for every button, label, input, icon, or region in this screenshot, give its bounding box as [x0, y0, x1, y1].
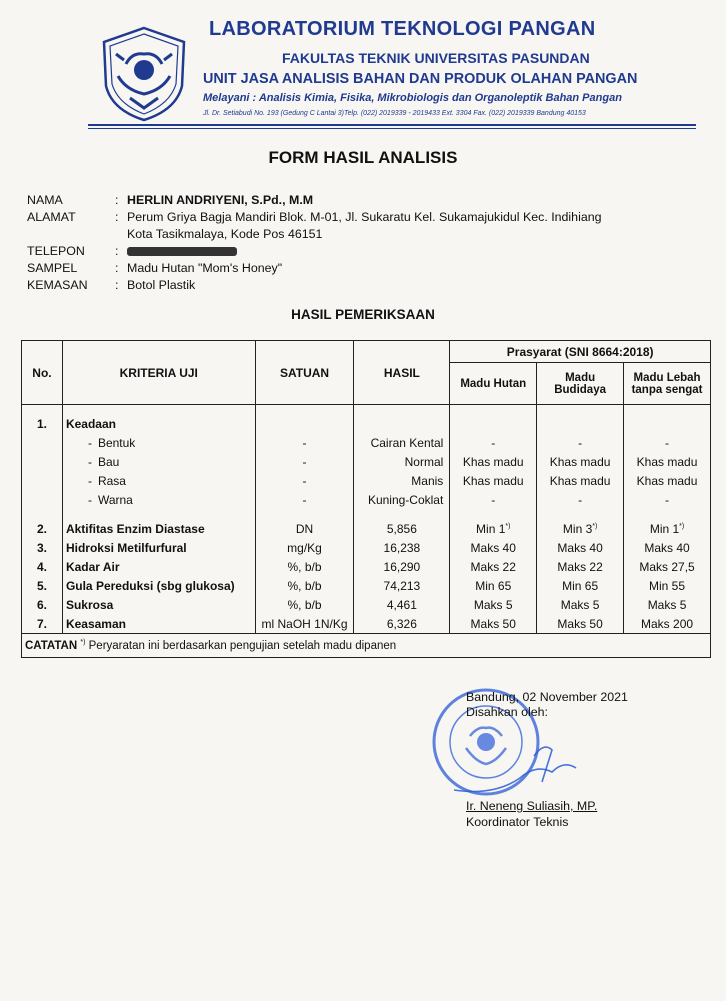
table-row: [22, 615, 711, 634]
cell-hutan: Khas madu: [450, 472, 537, 491]
table-row-sub: [22, 491, 711, 510]
col-hasil: HASIL: [354, 341, 450, 405]
cell-satuan: %, b/b: [255, 558, 354, 577]
cell-hasil: 16,238: [354, 539, 450, 558]
row-no: 5.: [22, 577, 63, 596]
info-row-alamat-2: [27, 226, 687, 243]
row-criteria: Keasaman: [62, 615, 255, 634]
cell-budidaya: Min 65: [537, 577, 624, 596]
cell-budidaya: Khas madu: [537, 472, 624, 491]
info-row-telepon: [27, 243, 687, 260]
table-row: [22, 520, 711, 539]
row-no: 7.: [22, 615, 63, 634]
section-title: HASIL PEMERIKSAAN: [291, 307, 435, 322]
info-row-sampel: [27, 260, 687, 277]
cell-hasil: 74,213: [354, 577, 450, 596]
cell-satuan: %, b/b: [255, 577, 354, 596]
row-no: 4.: [22, 558, 63, 577]
note-label: CATATAN: [25, 639, 78, 652]
signer-name: Ir. Neneng Suliasih, MP.: [466, 799, 598, 813]
results-table: [21, 340, 711, 658]
sub-criteria: Rasa: [97, 474, 126, 488]
cell-budidaya: Maks 5: [537, 596, 624, 615]
table-row-sub: [22, 472, 711, 491]
header-rule: [88, 124, 696, 126]
row-criteria: Aktifitas Enzim Diastase: [62, 520, 255, 539]
col-satuan: SATUAN: [255, 341, 354, 405]
cell-budidaya: -: [537, 491, 624, 510]
row-criteria: Hidroksi Metilfurfural: [62, 539, 255, 558]
cell-budidaya: Khas madu: [537, 453, 624, 472]
cell-lebah: Maks 27,5: [624, 558, 711, 577]
cell-satuan: DN: [255, 520, 354, 539]
cell-lebah: Min 55: [624, 577, 711, 596]
redacted-phone: [127, 247, 237, 256]
col-prasyarat: Prasyarat (SNI 8664:2018): [450, 341, 711, 363]
cell-lebah: Maks 40: [624, 539, 711, 558]
colon: :: [115, 278, 119, 292]
note-text: Peryaratan ini berdasarkan pengujian setelah madu dipanen: [88, 639, 397, 652]
cell-hasil: 4,461: [354, 596, 450, 615]
cell-hutan: Maks 22: [450, 558, 537, 577]
sub-criteria: Warna: [97, 493, 133, 507]
cell-hutan: -: [450, 434, 537, 453]
cell-hutan: Min 1*): [450, 520, 537, 539]
cell-lebah: Maks 200: [624, 615, 711, 634]
row-criteria: Sukrosa: [62, 596, 255, 615]
col-madu-lebah: Madu Lebah tanpa sengat: [624, 363, 711, 405]
row-criteria: Gula Pereduksi (sbg glukosa): [62, 577, 255, 596]
cell-hutan: Maks 40: [450, 539, 537, 558]
kemasan-label: KEMASAN: [27, 278, 88, 292]
cell-satuan: -: [255, 491, 354, 510]
info-row-kemasan: [27, 277, 687, 294]
cell-lebah: Maks 5: [624, 596, 711, 615]
services-line: Melayani : Analisis Kimia, Fisika, Mikrobiologis dan Organoleptik Bahan Pangan: [203, 92, 622, 104]
cell-satuan: ml NaOH 1N/Kg: [255, 615, 354, 634]
sub-dash: -: [87, 436, 92, 450]
col-kriteria: KRITERIA UJI: [62, 341, 255, 405]
nama-value: HERLIN ANDRIYENI, S.Pd., M.M: [127, 193, 314, 207]
table-note-row: [22, 634, 711, 658]
table-row: [22, 596, 711, 615]
alamat-value-1: Perum Griya Bagja Mandiri Blok. M-01, Jl. Sukaratu Kel. Sukamajukidul Kec. Indihiang: [127, 210, 602, 224]
table-row-sub: [22, 434, 711, 453]
note-mark: *): [80, 639, 86, 647]
cell-budidaya: Maks 22: [537, 558, 624, 577]
row-criteria: Keadaan: [62, 415, 255, 434]
table-row: [22, 558, 711, 577]
cell-hutan: Min 65: [450, 577, 537, 596]
table-row: [22, 577, 711, 596]
row-no: 2.: [22, 520, 63, 539]
signature-block: [466, 690, 628, 720]
sub-criteria: Bentuk: [97, 436, 136, 450]
sampel-value: Madu Hutan "Mom's Honey": [127, 261, 283, 275]
row-no: 3.: [22, 539, 63, 558]
approved-by: Disahkan oleh:: [466, 705, 548, 719]
table-row-keadaan: [22, 415, 711, 434]
alamat-label: ALAMAT: [27, 210, 76, 224]
sub-dash: -: [87, 455, 92, 469]
footnote-mark: *): [592, 523, 598, 530]
signer-role: Koordinator Teknis: [466, 815, 569, 829]
unit-name: UNIT JASA ANALISIS BAHAN DAN PRODUK OLAHAN PANGAN: [203, 71, 638, 87]
sampel-label: SAMPEL: [27, 261, 78, 275]
cell-budidaya: Maks 40: [537, 539, 624, 558]
sub-dash: -: [87, 474, 92, 488]
form-title: FORM HASIL ANALISIS: [268, 148, 458, 167]
colon: :: [115, 193, 119, 207]
cell-hutan: Khas madu: [450, 453, 537, 472]
cell-lebah: Min 1*): [624, 520, 711, 539]
cell-satuan: mg/Kg: [255, 539, 354, 558]
col-madu-hutan: Madu Hutan: [450, 363, 537, 405]
table-row-sub: [22, 453, 711, 472]
cell-hasil: Cairan Kental: [354, 434, 450, 453]
cell-satuan: %, b/b: [255, 596, 354, 615]
cell-lebah: -: [624, 434, 711, 453]
cell-hasil: 16,290: [354, 558, 450, 577]
info-row-alamat: [27, 209, 687, 226]
sub-dash: -: [87, 493, 92, 507]
cell-hutan: Maks 50: [450, 615, 537, 634]
cell-budidaya: Min 3*): [537, 520, 624, 539]
sub-criteria: Bau: [97, 455, 120, 469]
university-logo-icon: [96, 24, 192, 124]
col-madu-budidaya: Madu Budidaya: [537, 363, 624, 405]
footnote-mark: *): [505, 523, 511, 530]
kemasan-value: Botol Plastik: [127, 278, 196, 292]
cell-hasil: Manis: [354, 472, 450, 491]
cell-satuan: -: [255, 453, 354, 472]
cell-hasil: 6,326: [354, 615, 450, 634]
colon: :: [115, 244, 119, 258]
faculty-name: FAKULTAS TEKNIK UNIVERSITAS PASUNDAN: [282, 50, 590, 66]
nama-label: NAMA: [27, 193, 63, 207]
row-no: 1.: [22, 415, 63, 434]
table-row: [22, 539, 711, 558]
address-line: Jl. Dr. Setiabudi No. 193 (Gedung C Lantai 3)Telp. (022) 2019339 - 2019433 Ext. 3304 Fax. (022) 2019339 Bandung 40153: [203, 110, 586, 117]
col-no: No.: [22, 341, 63, 405]
cell-hutan: Maks 5: [450, 596, 537, 615]
row-criteria: Kadar Air: [62, 558, 255, 577]
colon: :: [115, 210, 119, 224]
cell-satuan: -: [255, 472, 354, 491]
header-rule-thin: [88, 128, 696, 129]
cell-hutan: -: [450, 491, 537, 510]
place-date: Bandung, 02 November 2021: [466, 690, 628, 704]
cell-satuan: -: [255, 434, 354, 453]
cell-hasil: 5,856: [354, 520, 450, 539]
footnote-mark: *): [679, 523, 685, 530]
colon: :: [115, 261, 119, 275]
info-row-nama: [27, 192, 687, 209]
cell-lebah: -: [624, 491, 711, 510]
telepon-label: TELEPON: [27, 244, 85, 258]
cell-lebah: Khas madu: [624, 453, 711, 472]
cell-budidaya: Maks 50: [537, 615, 624, 634]
client-info: [27, 192, 687, 294]
cell-hasil: Kuning-Coklat: [354, 491, 450, 510]
alamat-value-2: Kota Tasikmalaya, Kode Pos 46151: [127, 227, 323, 241]
cell-lebah: Khas madu: [624, 472, 711, 491]
row-no: 6.: [22, 596, 63, 615]
lab-title: LABORATORIUM TEKNOLOGI PANGAN: [209, 18, 596, 40]
cell-hasil: Normal: [354, 453, 450, 472]
cell-budidaya: -: [537, 434, 624, 453]
